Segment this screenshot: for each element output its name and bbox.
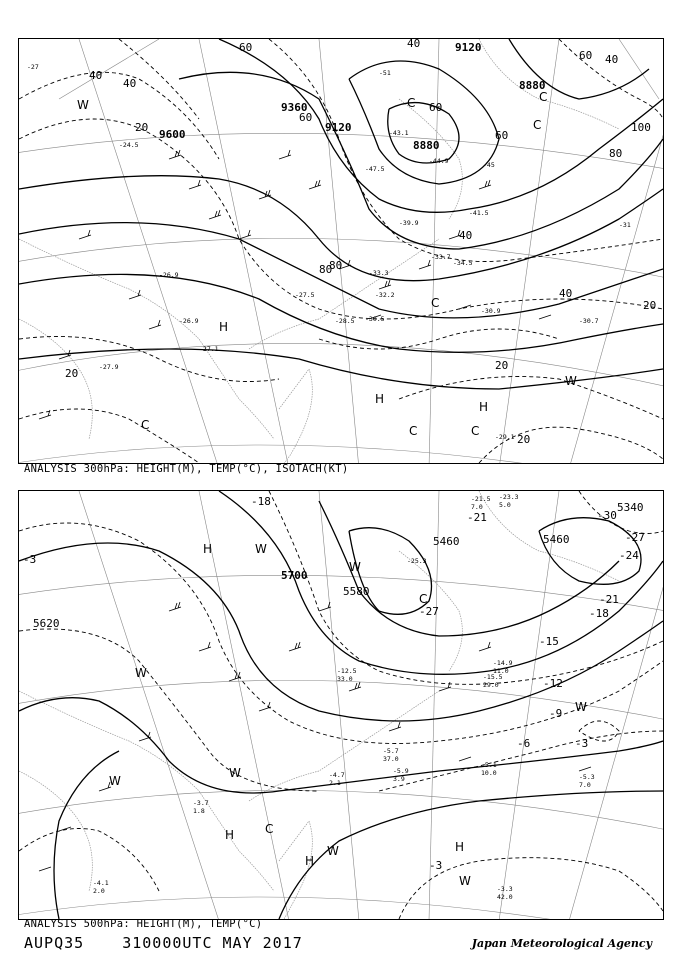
isotach-label: 20 — [135, 121, 149, 134]
temp-label: -30.9 — [481, 307, 501, 315]
isotherm-label: -6 — [517, 737, 531, 750]
temp-label: -31 — [619, 221, 631, 229]
temp-label: -32.2 — [375, 291, 395, 299]
obs-temp: -21.5 — [471, 495, 491, 503]
map-300hpa-canvas — [19, 39, 663, 463]
isotach-label: 40 — [559, 287, 573, 300]
graticule-300 — [19, 39, 663, 463]
obs-dewpoint: 7.0 — [471, 503, 483, 511]
center-cold: C — [539, 90, 548, 104]
temp-label: -47.5 — [365, 165, 385, 173]
map-300hpa — [18, 38, 664, 464]
temp-label: -28.5 — [335, 317, 355, 325]
isotherm-contours-300 — [19, 39, 663, 463]
temp-label: -44.9 — [429, 157, 449, 165]
center-warm: W — [77, 98, 89, 112]
temp-label: -45 — [483, 161, 495, 169]
obs-dewpoint: 3.9 — [393, 775, 405, 783]
height-label: 5620 — [33, 617, 60, 630]
temp-label: -26.9 — [159, 271, 179, 279]
center-warm: W — [255, 542, 267, 556]
isotach-label: 80 — [329, 259, 343, 272]
center-cold: C — [407, 96, 416, 110]
center-cold: C — [431, 296, 440, 310]
isotach-label: 60 — [429, 101, 443, 114]
obs-dewpoint: 7.0 — [579, 781, 591, 789]
isotach-label: 60 — [299, 111, 313, 124]
isotach-label: 80 — [319, 263, 333, 276]
isotherm-label: -3 — [575, 737, 589, 750]
obs-dewpoint: 10.0 — [481, 769, 497, 777]
height-label: 9120 — [455, 41, 482, 54]
map-500hpa — [18, 490, 664, 920]
obs-dewpoint: 5.0 — [499, 501, 511, 509]
center-warm: W — [459, 874, 471, 888]
temp-label: -27 — [27, 63, 39, 71]
center-warm: W — [565, 374, 577, 388]
center-cold: C — [141, 418, 150, 432]
center-high: H — [203, 542, 213, 556]
isotherm-label: -21 — [599, 593, 619, 606]
center-cold: C — [471, 424, 480, 438]
isotach-label: 40 — [89, 69, 103, 82]
temp-label: -27.5 — [295, 291, 315, 299]
isotach-label: 40 — [407, 39, 421, 50]
obs-dewpoint: 11.0 — [493, 667, 509, 675]
obs-dewpoint: 1.8 — [193, 807, 205, 815]
coastline-300 — [19, 39, 619, 463]
isotach-label: 20 — [643, 299, 657, 312]
obs-temp: -5.1 — [481, 761, 497, 769]
isotherm-contours-500 — [19, 491, 663, 919]
center-high: H — [225, 828, 235, 842]
isotach-label: 40 — [605, 53, 619, 66]
temp-label: -33.3 — [369, 269, 389, 277]
agency-name: Japan Meteorological Agency — [471, 937, 652, 950]
isotach-label: 40 — [123, 77, 137, 90]
center-warm: W — [109, 774, 121, 788]
temp-label: -24.5 — [119, 141, 139, 149]
temp-label: -30.7 — [579, 317, 599, 325]
height-label: 8880 — [413, 139, 440, 152]
isotach-label: 100 — [631, 121, 651, 134]
height-label: 9600 — [159, 128, 186, 141]
temp-label: -27.9 — [99, 363, 119, 371]
temp-label: -41.5 — [469, 209, 489, 217]
center-high: H — [455, 840, 465, 854]
product-code: AUPQ35 — [24, 934, 85, 952]
center-cold: C — [533, 118, 542, 132]
temp-label: -30.5 — [365, 315, 385, 323]
center-high: H — [375, 392, 385, 406]
obs-temp: -12.5 — [337, 667, 357, 675]
center-cold: C — [409, 424, 418, 438]
map-500hpa-canvas — [19, 491, 663, 919]
isotherm-label: -15 — [539, 635, 559, 648]
obs-dewpoint: 2.1 — [329, 779, 341, 787]
obs-temp: -5.7 — [383, 747, 399, 755]
center-cold: C — [265, 822, 274, 836]
height-label: 5700 — [281, 569, 308, 582]
temp-label: -29.1 — [495, 433, 515, 441]
obs-temp: -4.1 — [93, 879, 109, 887]
valid-time: 310000UTC MAY 2017 — [122, 934, 303, 952]
height-label: 5340 — [617, 501, 644, 514]
height-label: 5580 — [343, 585, 370, 598]
obs-temp: -5.3 — [579, 773, 595, 781]
height-label: 5460 — [433, 535, 460, 548]
graticule-500 — [19, 491, 663, 919]
height-contours-300 — [19, 39, 663, 389]
center-warm: W — [229, 766, 241, 780]
temp-label: -43.1 — [389, 129, 409, 137]
temp-label: -51 — [379, 69, 391, 77]
center-high: H — [219, 320, 229, 334]
isotherm-label: -25.3 — [407, 557, 427, 565]
isotach-label: 20 — [517, 433, 531, 446]
obs-temp: -3.3 — [497, 885, 513, 893]
obs-temp: -5.9 — [393, 767, 409, 775]
isotherm-label: -27 — [625, 531, 645, 544]
temp-label: -33.7 — [431, 253, 451, 261]
obs-dewpoint: 37.0 — [383, 755, 399, 763]
center-warm: W — [135, 666, 147, 680]
temp-label: -39.9 — [399, 219, 419, 227]
center-high: H — [479, 400, 489, 414]
wind-barbs-300 — [39, 150, 551, 419]
caption-500hpa: ANALYSIS 500hPa: HEIGHT(M), TEMP(°C) — [24, 918, 263, 930]
isotherm-label: -18 — [251, 495, 271, 508]
center-high: H — [305, 854, 315, 868]
obs-temp: -4.7 — [329, 771, 345, 779]
height-label: 5460 — [543, 533, 570, 546]
isotach-label: 20 — [495, 359, 509, 372]
isotherm-label: -30 — [597, 509, 617, 522]
height-labels-300 — [159, 41, 546, 152]
obs-dewpoint: 29.0 — [483, 681, 499, 689]
height-label: 8880 — [519, 79, 546, 92]
isotherm-label: -12 — [543, 677, 563, 690]
center-warm: W — [349, 560, 361, 574]
isotherm-label: -24 — [619, 549, 639, 562]
center-warm: W — [327, 844, 339, 858]
height-contours-500 — [19, 491, 663, 919]
isotach-label: 40 — [459, 229, 473, 242]
isotherm-label: -9 — [549, 707, 563, 720]
isotach-label: 60 — [495, 129, 509, 142]
isotach-label: 80 — [609, 147, 623, 160]
temp-label: -34.5 — [453, 259, 473, 267]
center-cold: C — [419, 592, 428, 606]
isotherm-label: -21 — [467, 511, 487, 524]
obs-temp: -14.9 — [493, 659, 513, 667]
isotherm-label: -3 — [429, 859, 443, 872]
isotherm-labels-500 — [23, 495, 645, 872]
height-label: 9120 — [325, 121, 352, 134]
height-label: 9360 — [281, 101, 308, 114]
obs-dewpoint: 33.0 — [337, 675, 353, 683]
wind-barbs-500 — [39, 602, 591, 871]
isotherm-label: -3 — [23, 553, 37, 566]
temp-label: -26.9 — [179, 317, 199, 325]
isotherm-label: -18 — [589, 607, 609, 620]
center-warm: W — [575, 700, 587, 714]
obs-temp: -3.7 — [193, 799, 209, 807]
obs-temp: -23.3 — [499, 493, 519, 501]
isotach-label: 20 — [65, 367, 79, 380]
obs-temp: -15.5 — [483, 673, 503, 681]
isotherm-label: -27 — [419, 605, 439, 618]
height-labels-500 — [33, 501, 644, 630]
isotach-label: 60 — [579, 49, 593, 62]
caption-300hpa: ANALYSIS 300hPa: HEIGHT(M), TEMP(°C), ISOTACH(KT) — [24, 463, 349, 475]
obs-dewpoint: 42.0 — [497, 893, 513, 901]
isotach-label: 60 — [239, 41, 253, 54]
temp-label: -27.1 — [199, 345, 219, 353]
product-header — [24, 934, 331, 952]
obs-dewpoint: 2.0 — [93, 887, 105, 895]
